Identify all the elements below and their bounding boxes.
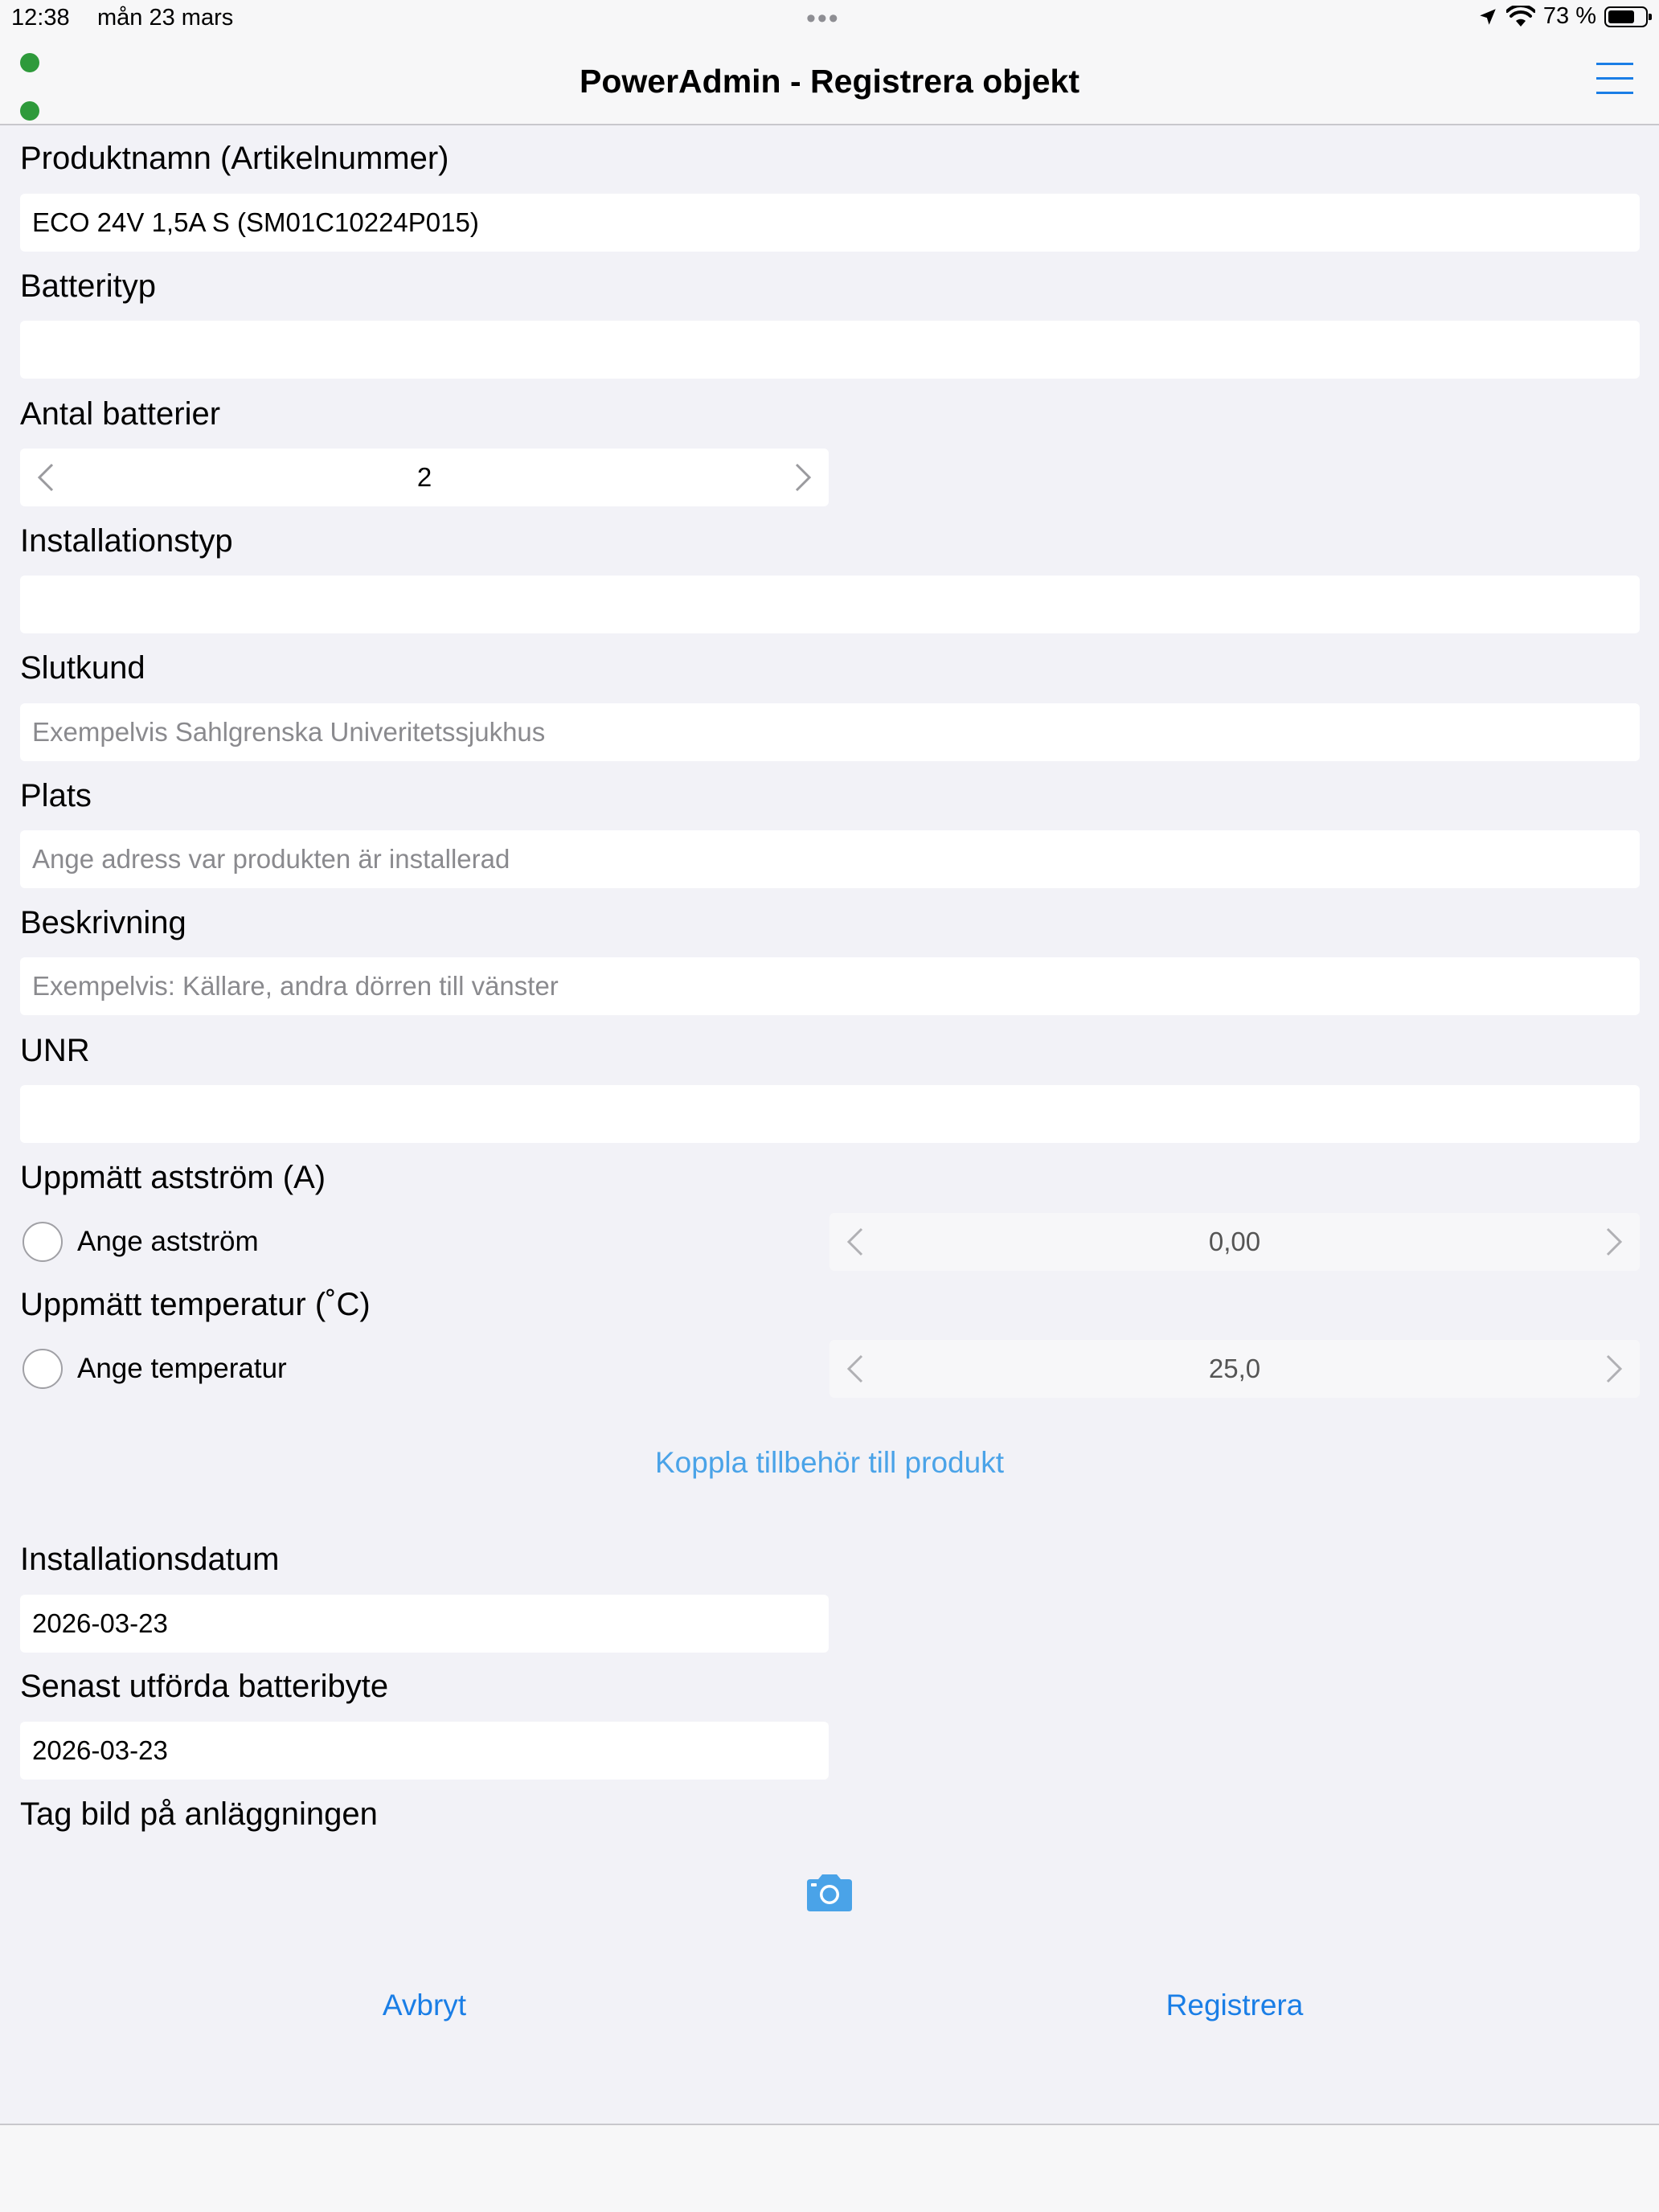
beskrivning-label: Beskrivning	[20, 905, 186, 940]
chevron-right-icon[interactable]	[787, 461, 819, 494]
hamburger-menu-icon[interactable]	[1596, 63, 1633, 98]
temperatur-value: 25,0	[1208, 1354, 1261, 1383]
laststrom-radio[interactable]	[23, 1222, 63, 1262]
batterityp-field[interactable]	[20, 321, 1640, 379]
chevron-left-icon[interactable]	[839, 1226, 871, 1258]
installationsdatum-label: Installationsdatum	[20, 1542, 280, 1577]
laststrom-radio-row[interactable]	[23, 1218, 259, 1266]
register-button[interactable]: Registrera	[1165, 1989, 1304, 2022]
koppla-tillbehor-link[interactable]: Koppla tillbehör till produkt	[655, 1446, 1004, 1479]
unr-field[interactable]	[20, 1085, 1640, 1143]
multitasking-dots[interactable]: •••	[806, 3, 840, 34]
antal-batterier-value: 2	[416, 462, 432, 492]
status-bar	[0, 0, 1659, 39]
status-right	[1477, 3, 1648, 30]
installationstyp-label: Installationstyp	[20, 523, 233, 559]
temperatur-label: Uppmätt temperatur (˚C)	[20, 1287, 371, 1322]
produktnamn-label: Produktnamn (Artikelnummer)	[20, 141, 449, 176]
wifi-icon	[1506, 6, 1535, 28]
laststrom-stepper	[830, 1213, 1640, 1271]
location-arrow-icon	[1477, 6, 1498, 27]
slutkund-label: Slutkund	[20, 650, 145, 686]
beskrivning-placeholder: Exempelvis: Källare, andra dörren till vänster	[32, 971, 559, 1001]
chevron-left-icon[interactable]	[839, 1353, 871, 1385]
produktnamn-field[interactable]: ECO 24V 1,5A S (SM01C10224P015)	[20, 194, 1640, 252]
slutkund-field[interactable]	[20, 703, 1640, 761]
cancel-button[interactable]: Avbryt	[382, 1989, 467, 2022]
battery-icon	[1604, 6, 1648, 27]
chevron-right-icon[interactable]	[1598, 1353, 1630, 1385]
navigation-bar	[0, 39, 1659, 125]
temperatur-radio-label: Ange temperatur	[77, 1353, 287, 1384]
status-time: 12:38	[11, 5, 70, 31]
photo-label: Tag bild på anläggningen	[20, 1796, 378, 1832]
status-date: mån 23 mars	[97, 5, 234, 31]
batteribyte-field[interactable]: 2026-03-23	[20, 1722, 829, 1780]
camera-icon[interactable]	[804, 1873, 855, 1913]
antal-batterier-label: Antal batterier	[20, 396, 221, 432]
beskrivning-field[interactable]	[20, 957, 1640, 1015]
temperatur-radio[interactable]	[23, 1349, 63, 1389]
installationstyp-field[interactable]	[20, 576, 1640, 633]
plats-label: Plats	[20, 778, 92, 813]
slutkund-placeholder: Exempelvis Sahlgrenska Univeritetssjukhus	[32, 717, 546, 747]
battery-percent: 73 %	[1542, 3, 1596, 29]
batteribyte-label: Senast utförda batteribyte	[20, 1669, 389, 1704]
chevron-left-icon[interactable]	[30, 461, 62, 494]
status-led-2	[20, 101, 39, 121]
bottom-bar	[0, 2124, 1659, 2212]
unr-label: UNR	[20, 1033, 90, 1068]
batterityp-label: Batterityp	[20, 268, 156, 304]
plats-field[interactable]	[20, 830, 1640, 888]
chevron-right-icon[interactable]	[1598, 1226, 1630, 1258]
temperatur-radio-row[interactable]	[23, 1345, 287, 1393]
laststrom-value: 0,00	[1208, 1227, 1261, 1256]
temperatur-stepper	[830, 1340, 1640, 1398]
installationsdatum-field[interactable]: 2026-03-23	[20, 1595, 829, 1653]
antal-batterier-stepper	[20, 449, 829, 506]
laststrom-label: Uppmätt astström (A)	[20, 1160, 326, 1195]
page-title: PowerAdmin - Registrera objekt	[580, 63, 1079, 100]
laststrom-radio-label: Ange astström	[77, 1226, 259, 1257]
plats-placeholder: Ange adress var produkten är installerad	[32, 844, 510, 874]
